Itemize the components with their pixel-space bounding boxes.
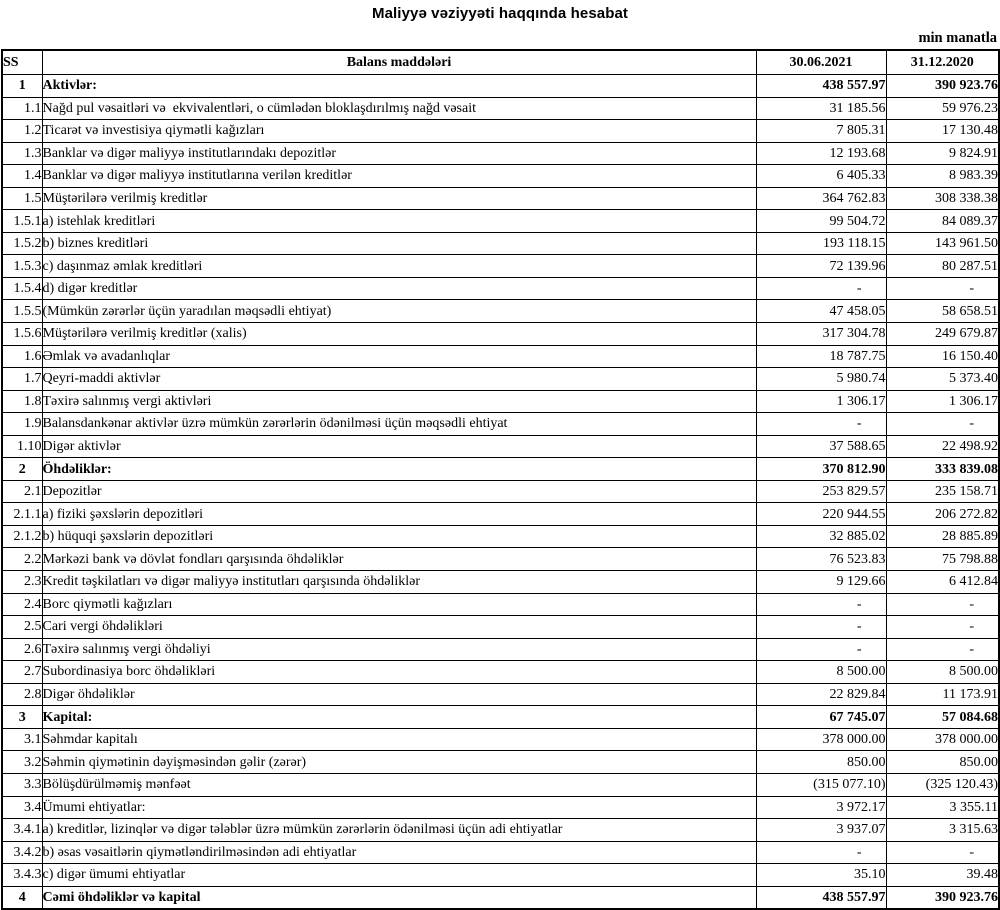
value-2021-cell: (315 077.10) xyxy=(756,773,886,796)
header-item: Balans maddələri xyxy=(42,50,756,75)
table-row xyxy=(2,864,999,887)
value-2020-cell: 59 976.23 xyxy=(886,97,999,120)
value-2020-cell: 390 923.76 xyxy=(886,886,999,909)
balance-item-cell: c) daşınmaz əmlak kreditləri xyxy=(42,255,756,278)
balance-item-cell: Əmlak və avadanlıqlar xyxy=(42,345,756,368)
balance-item-cell: b) hüquqi şəxslərin depozitləri xyxy=(42,525,756,548)
value-2020-cell: - xyxy=(886,841,999,864)
row-number-cell: 1.5.1 xyxy=(2,210,42,233)
row-number-cell: 1.8 xyxy=(2,390,42,413)
balance-item-cell: Nağd pul vəsaitləri və ekvivalentləri, o cümlədən bloklaşdırılmış nağd vəsait xyxy=(42,97,756,120)
table-row xyxy=(2,728,999,751)
row-number-cell: 2.7 xyxy=(2,661,42,684)
value-2020-cell: 1 306.17 xyxy=(886,390,999,413)
value-2020-cell: 143 961.50 xyxy=(886,232,999,255)
balance-item-cell: b) biznes kreditləri xyxy=(42,232,756,255)
balance-item-cell: a) istehlak kreditləri xyxy=(42,210,756,233)
table-row xyxy=(2,886,999,909)
table-header xyxy=(2,50,999,75)
value-2021-cell: 7 805.31 xyxy=(756,120,886,143)
value-2020-cell: - xyxy=(886,277,999,300)
value-2021-cell: - xyxy=(756,593,886,616)
row-number-cell: 3.2 xyxy=(2,751,42,774)
value-2020-cell: 206 272.82 xyxy=(886,503,999,526)
table-row xyxy=(2,593,999,616)
value-2020-cell: 57 084.68 xyxy=(886,706,999,729)
value-2020-cell: 80 287.51 xyxy=(886,255,999,278)
table-row xyxy=(2,210,999,233)
value-2020-cell: 333 839.08 xyxy=(886,458,999,481)
balance-item-cell: (Mümkün zərərlər üçün yaradılan məqsədli ehtiyat) xyxy=(42,300,756,323)
value-2021-cell: 32 885.02 xyxy=(756,525,886,548)
table-row xyxy=(2,819,999,842)
row-number-cell: 2.8 xyxy=(2,683,42,706)
value-2020-cell: 850.00 xyxy=(886,751,999,774)
value-2021-cell: 378 000.00 xyxy=(756,728,886,751)
row-number-cell: 1.5.3 xyxy=(2,255,42,278)
table-row xyxy=(2,97,999,120)
row-number-cell: 2.2 xyxy=(2,548,42,571)
balance-item-cell: Digər aktivlər xyxy=(42,435,756,458)
value-2021-cell: - xyxy=(756,616,886,639)
value-2021-cell: 37 588.65 xyxy=(756,435,886,458)
row-number-cell: 1.6 xyxy=(2,345,42,368)
table-row xyxy=(2,525,999,548)
value-2021-cell: - xyxy=(756,413,886,436)
header-ss: SS xyxy=(2,50,42,75)
value-2020-cell: - xyxy=(886,593,999,616)
value-2021-cell: 35.10 xyxy=(756,864,886,887)
value-2021-cell: 438 557.97 xyxy=(756,75,886,98)
value-2021-cell: 99 504.72 xyxy=(756,210,886,233)
table-row xyxy=(2,773,999,796)
table-row xyxy=(2,142,999,165)
value-2021-cell: 12 193.68 xyxy=(756,142,886,165)
balance-sheet-table xyxy=(1,49,1000,910)
row-number-cell: 1.4 xyxy=(2,165,42,188)
value-2020-cell: 28 885.89 xyxy=(886,525,999,548)
table-row xyxy=(2,255,999,278)
balance-item-cell: Müştərilərə verilmiş kreditlər xyxy=(42,187,756,210)
value-2021-cell: 1 306.17 xyxy=(756,390,886,413)
table-row xyxy=(2,323,999,346)
table-row xyxy=(2,616,999,639)
value-2021-cell: 8 500.00 xyxy=(756,661,886,684)
value-2021-cell: 76 523.83 xyxy=(756,548,886,571)
balance-item-cell: Kapital: xyxy=(42,706,756,729)
table-body xyxy=(2,75,999,910)
balance-item-cell: Aktivlər: xyxy=(42,75,756,98)
balance-item-cell: d) digər kreditlər xyxy=(42,277,756,300)
value-2020-cell: 5 373.40 xyxy=(886,368,999,391)
row-number-cell: 1.5 xyxy=(2,187,42,210)
row-number-cell: 3.3 xyxy=(2,773,42,796)
row-number-cell: 1.5.4 xyxy=(2,277,42,300)
row-number-cell: 1.5.2 xyxy=(2,232,42,255)
table-row xyxy=(2,706,999,729)
table-row xyxy=(2,571,999,594)
table-row xyxy=(2,277,999,300)
row-number-cell: 1.3 xyxy=(2,142,42,165)
balance-item-cell: Banklar və digər maliyyə institutlarına verilən kreditlər xyxy=(42,165,756,188)
value-2021-cell: 67 745.07 xyxy=(756,706,886,729)
value-2020-cell: 39.48 xyxy=(886,864,999,887)
value-2020-cell: 3 355.11 xyxy=(886,796,999,819)
row-number-cell: 3.4.2 xyxy=(2,841,42,864)
value-2020-cell: 378 000.00 xyxy=(886,728,999,751)
header-date-2021: 30.06.2021 xyxy=(756,50,886,75)
row-number-cell: 1 xyxy=(2,75,42,98)
table-row xyxy=(2,300,999,323)
value-2021-cell: 438 557.97 xyxy=(756,886,886,909)
row-number-cell: 1.5.5 xyxy=(2,300,42,323)
row-number-cell: 1.9 xyxy=(2,413,42,436)
balance-item-cell: Balansdankənar aktivlər üzrə mümkün zərərlərin ödənilməsi üçün məqsədli ehtiyat xyxy=(42,413,756,436)
row-number-cell: 2.1 xyxy=(2,480,42,503)
table-row xyxy=(2,751,999,774)
balance-item-cell: Təxirə salınmış vergi öhdəliyi xyxy=(42,638,756,661)
row-number-cell: 2.6 xyxy=(2,638,42,661)
value-2021-cell: 3 972.17 xyxy=(756,796,886,819)
table-row xyxy=(2,187,999,210)
row-number-cell: 3.1 xyxy=(2,728,42,751)
table-row xyxy=(2,120,999,143)
value-2021-cell: 47 458.05 xyxy=(756,300,886,323)
value-2020-cell: - xyxy=(886,413,999,436)
balance-item-cell: Ticarət və investisiya qiymətli kağızları xyxy=(42,120,756,143)
balance-item-cell: Ümumi ehtiyatlar: xyxy=(42,796,756,819)
balance-item-cell: Cəmi öhdəliklər və kapital xyxy=(42,886,756,909)
value-2021-cell: 317 304.78 xyxy=(756,323,886,346)
value-2020-cell: 84 089.37 xyxy=(886,210,999,233)
row-number-cell: 3 xyxy=(2,706,42,729)
balance-item-cell: Müştərilərə verilmiş kreditlər (xalis) xyxy=(42,323,756,346)
table-row xyxy=(2,75,999,98)
balance-item-cell: a) fiziki şəxslərin depozitləri xyxy=(42,503,756,526)
table-row xyxy=(2,638,999,661)
value-2020-cell: 390 923.76 xyxy=(886,75,999,98)
value-2020-cell: 17 130.48 xyxy=(886,120,999,143)
balance-item-cell: Subordinasiya borc öhdəlikləri xyxy=(42,661,756,684)
balance-item-cell: Digər öhdəliklər xyxy=(42,683,756,706)
row-number-cell: 1.10 xyxy=(2,435,42,458)
value-2020-cell: 22 498.92 xyxy=(886,435,999,458)
value-2021-cell: - xyxy=(756,841,886,864)
row-number-cell: 1.1 xyxy=(2,97,42,120)
row-number-cell: 2.5 xyxy=(2,616,42,639)
value-2021-cell: 3 937.07 xyxy=(756,819,886,842)
value-2020-cell: 11 173.91 xyxy=(886,683,999,706)
value-2021-cell: 850.00 xyxy=(756,751,886,774)
value-2020-cell: 75 798.88 xyxy=(886,548,999,571)
row-number-cell: 1.7 xyxy=(2,368,42,391)
table-row xyxy=(2,165,999,188)
row-number-cell: 2.3 xyxy=(2,571,42,594)
row-number-cell: 2.1.1 xyxy=(2,503,42,526)
balance-item-cell: Öhdəliklər: xyxy=(42,458,756,481)
value-2021-cell: 9 129.66 xyxy=(756,571,886,594)
row-number-cell: 1.5.6 xyxy=(2,323,42,346)
row-number-cell: 3.4 xyxy=(2,796,42,819)
row-number-cell: 2.1.2 xyxy=(2,525,42,548)
balance-item-cell: Səhmin qiymətinin dəyişməsindən gəlir (zərər) xyxy=(42,751,756,774)
balance-item-cell: Cari vergi öhdəlikləri xyxy=(42,616,756,639)
balance-item-cell: Depozitlər xyxy=(42,480,756,503)
table-row xyxy=(2,796,999,819)
value-2020-cell: 308 338.38 xyxy=(886,187,999,210)
value-2020-cell: 6 412.84 xyxy=(886,571,999,594)
header-date-2020: 31.12.2020 xyxy=(886,50,999,75)
balance-item-cell: Bölüşdürülməmiş mənfəət xyxy=(42,773,756,796)
value-2020-cell: 249 679.87 xyxy=(886,323,999,346)
row-number-cell: 3.4.3 xyxy=(2,864,42,887)
balance-item-cell: Təxirə salınmış vergi aktivləri xyxy=(42,390,756,413)
balance-item-cell: Borc qiymətli kağızları xyxy=(42,593,756,616)
value-2021-cell: 72 139.96 xyxy=(756,255,886,278)
balance-item-cell: c) digər ümumi ehtiyatlar xyxy=(42,864,756,887)
table-row xyxy=(2,503,999,526)
value-2021-cell: 364 762.83 xyxy=(756,187,886,210)
header-row xyxy=(2,50,999,75)
value-2020-cell: 9 824.91 xyxy=(886,142,999,165)
table-row xyxy=(2,413,999,436)
row-number-cell: 2 xyxy=(2,458,42,481)
row-number-cell: 2.4 xyxy=(2,593,42,616)
value-2020-cell: 8 500.00 xyxy=(886,661,999,684)
unit-note: min manatla xyxy=(918,30,997,46)
balance-item-cell: Qeyri-maddi aktivlər xyxy=(42,368,756,391)
balance-item-cell: b) əsas vəsaitlərin qiymətləndirilməsindən adi ehtiyatlar xyxy=(42,841,756,864)
value-2020-cell: 58 658.51 xyxy=(886,300,999,323)
row-number-cell: 4 xyxy=(2,886,42,909)
balance-item-cell: Kredit təşkilatları və digər maliyyə institutları qarşısında öhdəliklər xyxy=(42,571,756,594)
value-2020-cell: (325 120.43) xyxy=(886,773,999,796)
value-2021-cell: 22 829.84 xyxy=(756,683,886,706)
value-2020-cell: 235 158.71 xyxy=(886,480,999,503)
balance-item-cell: Mərkəzi bank və dövlət fondları qarşısında öhdəliklər xyxy=(42,548,756,571)
table-row xyxy=(2,841,999,864)
value-2021-cell: 370 812.90 xyxy=(756,458,886,481)
value-2021-cell: - xyxy=(756,277,886,300)
table-row xyxy=(2,232,999,255)
table-row xyxy=(2,435,999,458)
value-2021-cell: 5 980.74 xyxy=(756,368,886,391)
value-2021-cell: 220 944.55 xyxy=(756,503,886,526)
balance-item-cell: a) kreditlər, lizinqlər və digər tələblər üzrə mümkün zərərlərin ödənilməsi üçün adi ehtiyatlar xyxy=(42,819,756,842)
value-2020-cell: - xyxy=(886,616,999,639)
table-row xyxy=(2,480,999,503)
table-row xyxy=(2,548,999,571)
balance-item-cell: Səhmdar kapitalı xyxy=(42,728,756,751)
table-row xyxy=(2,661,999,684)
value-2021-cell: 18 787.75 xyxy=(756,345,886,368)
value-2020-cell: - xyxy=(886,638,999,661)
page-title: Maliyyə vəziyyəti haqqında hesabat xyxy=(372,5,628,22)
table-row xyxy=(2,458,999,481)
value-2021-cell: 31 185.56 xyxy=(756,97,886,120)
value-2021-cell: 253 829.57 xyxy=(756,480,886,503)
value-2021-cell: 193 118.15 xyxy=(756,232,886,255)
value-2021-cell: - xyxy=(756,638,886,661)
table-row xyxy=(2,390,999,413)
table-row xyxy=(2,368,999,391)
table-row xyxy=(2,345,999,368)
table-row xyxy=(2,683,999,706)
balance-item-cell: Banklar və digər maliyyə institutlarındakı depozitlər xyxy=(42,142,756,165)
value-2020-cell: 3 315.63 xyxy=(886,819,999,842)
value-2021-cell: 6 405.33 xyxy=(756,165,886,188)
row-number-cell: 1.2 xyxy=(2,120,42,143)
value-2020-cell: 8 983.39 xyxy=(886,165,999,188)
row-number-cell: 3.4.1 xyxy=(2,819,42,842)
value-2020-cell: 16 150.40 xyxy=(886,345,999,368)
